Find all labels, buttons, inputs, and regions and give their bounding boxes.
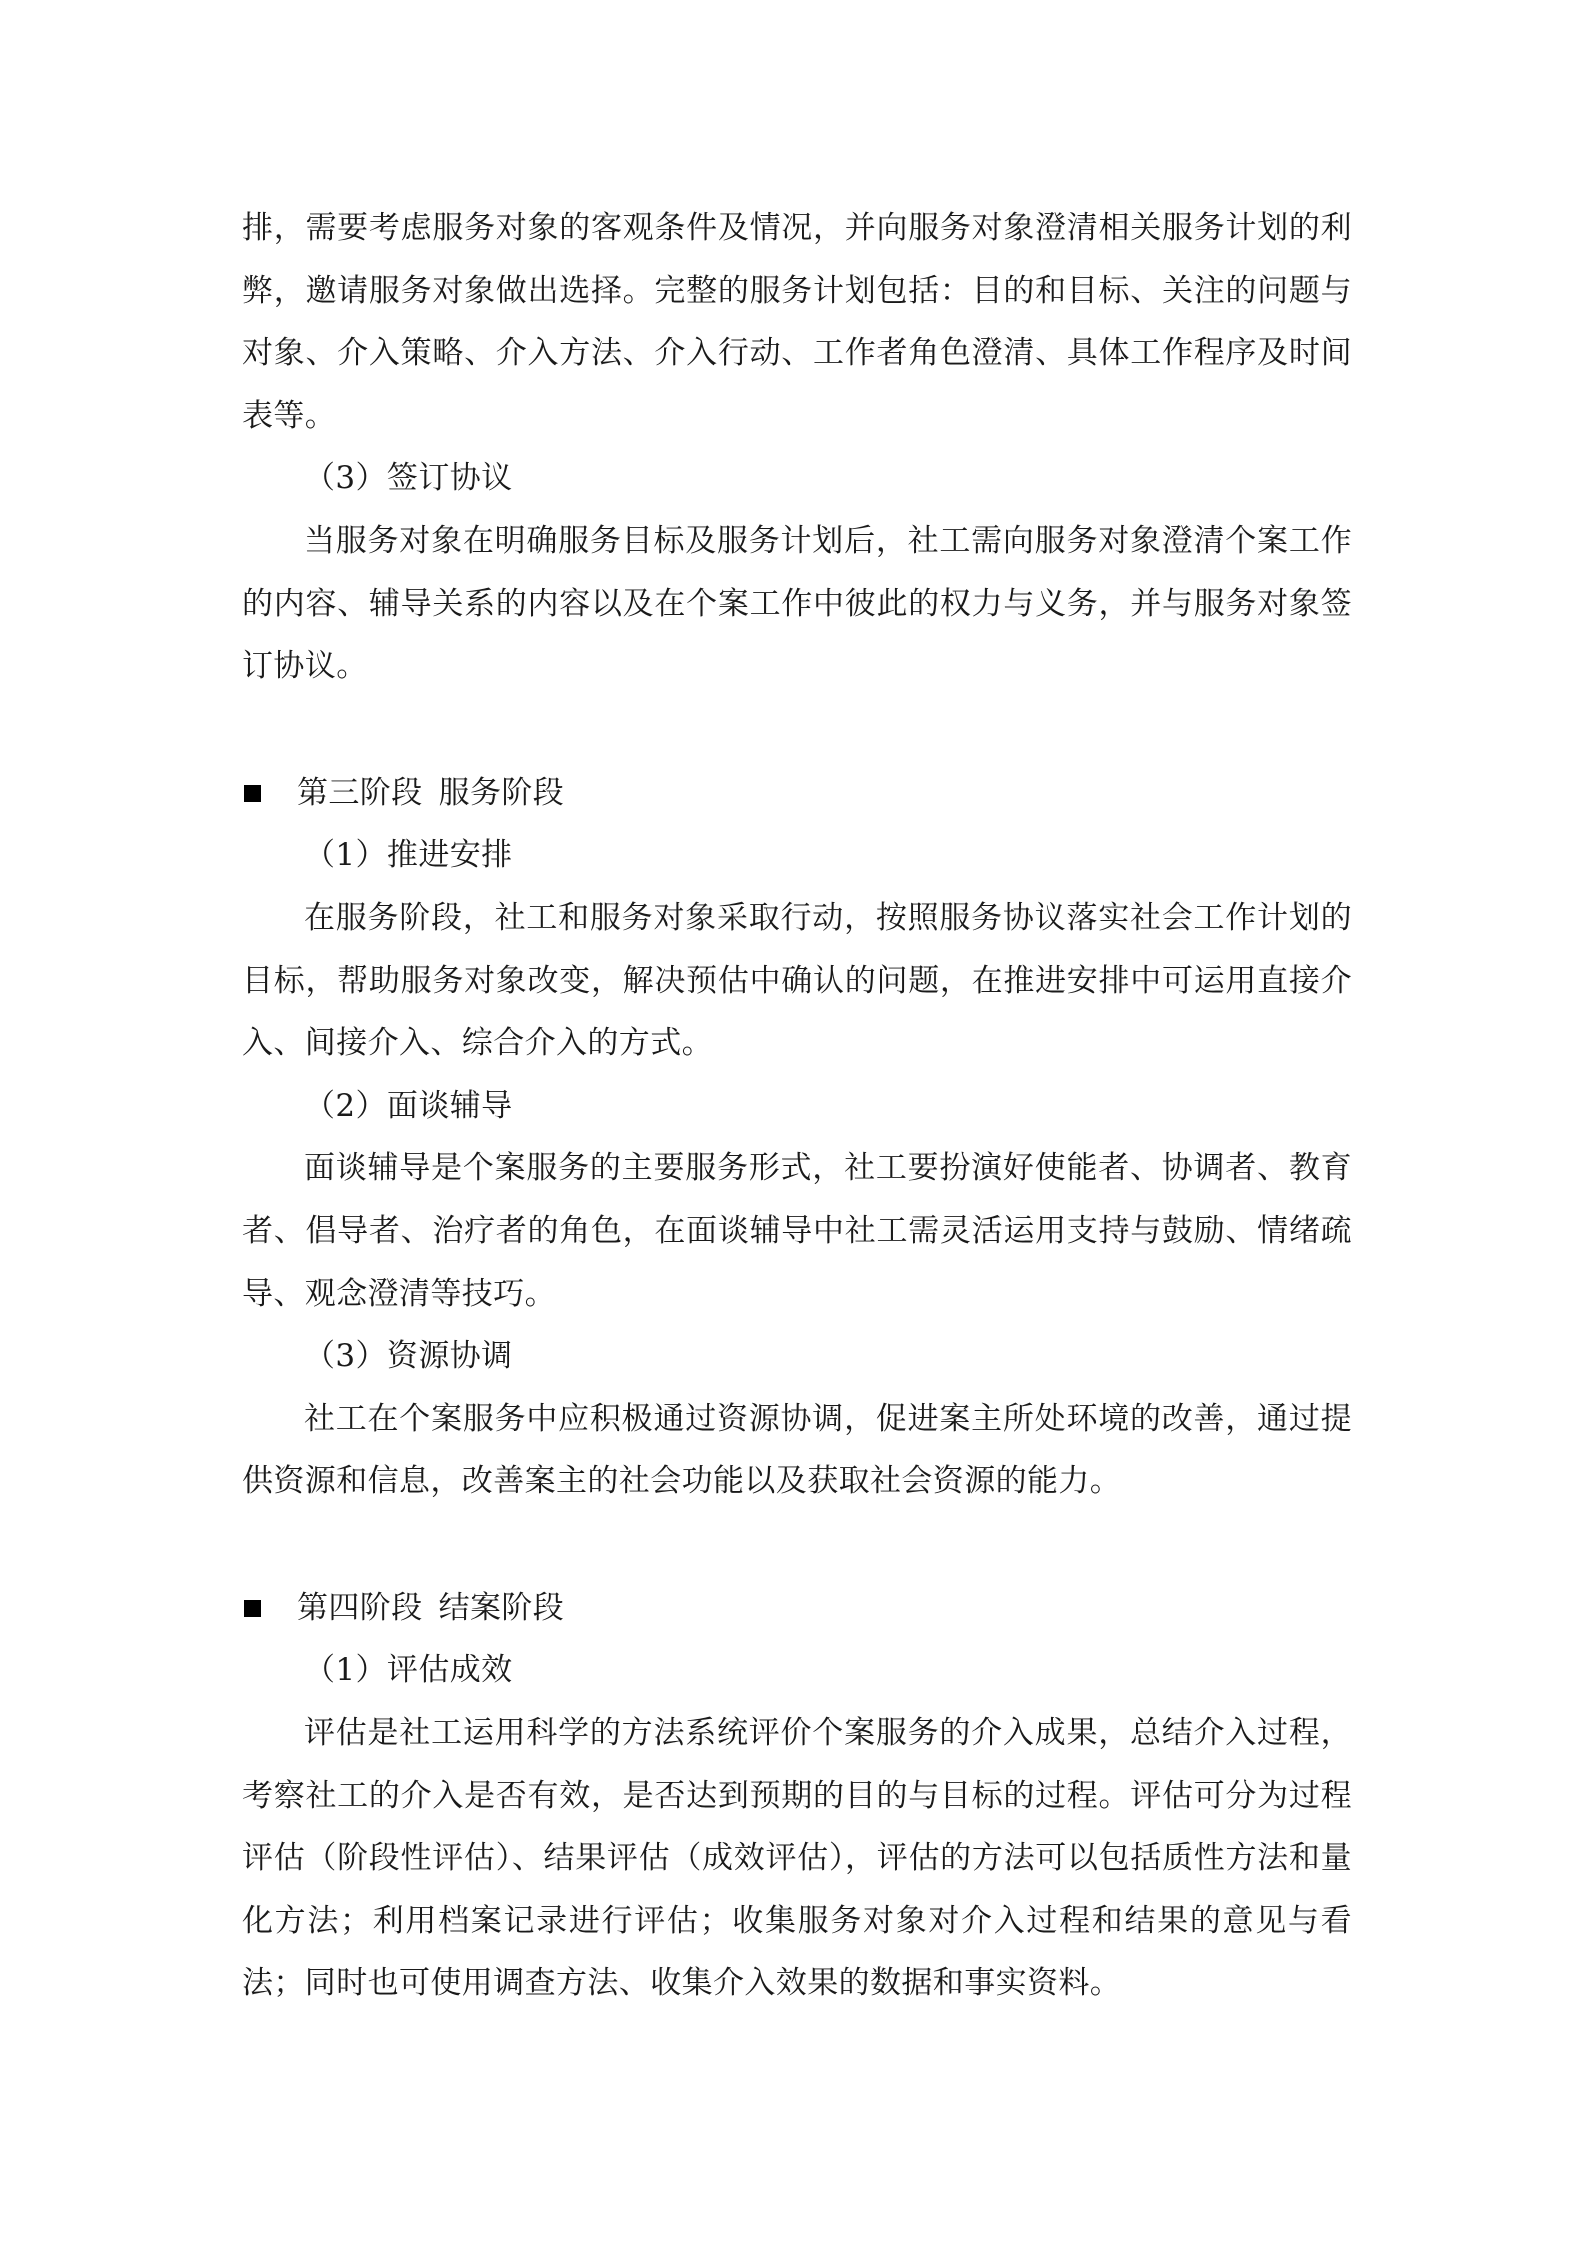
section-gap	[242, 698, 1352, 762]
paragraph-evaluate-outcome: 评估是社工运用科学的方法系统评价个案服务的介入成果，总结介入过程，考察社工的介入是否有效，是否达到预期的目的与目标的过程。评估可分为过程评估（阶段性评估）、结果评估（成效评估），评估的方法可以包括质性方法和量化方法；利用档案记录进行评估；收集服务对象对介入过程和结果的意见与看法；同时也可使用调查方法、收集介入效果的数据和事实资料。	[242, 1715, 1352, 2002]
subheading-sign-agreement: （3）签订协议	[304, 460, 513, 497]
stage-4-label: 第四阶段	[297, 1589, 423, 1626]
black-square-bullet-icon	[244, 785, 261, 802]
subheading-evaluate-outcome: （1）评估成效	[304, 1652, 513, 1689]
section-gap	[242, 1513, 1352, 1577]
subheading-resource-coordination: （3）资源协调	[304, 1338, 513, 1375]
paragraph-sign-agreement: 当服务对象在明确服务目标及服务计划后，社工需向服务对象澄清个案工作的内容、辅导关系的内容以及在个案工作中彼此的权力与义务，并与服务对象签订协议。	[242, 522, 1352, 685]
document-body	[242, 197, 1352, 2015]
stage-4-title: 结案阶段	[438, 1589, 565, 1626]
paragraph-interview-counseling: 面谈辅导是个案服务的主要服务形式，社工要扮演好使能者、协调者、教育者、倡导者、治疗者的角色，在面谈辅导中社工需灵活运用支持与鼓励、情绪疏导、观念澄清等技巧。	[242, 1150, 1352, 1312]
subheading-interview-counseling: （2）面谈辅导	[304, 1087, 513, 1124]
section-heading-stage-4	[242, 1577, 1352, 1640]
subheading-advance-arrangement: （1）推进安排	[304, 837, 513, 874]
stage-3-label: 第三阶段	[297, 774, 423, 811]
paragraph-resource-coordination: 社工在个案服务中应积极通过资源协调，促进案主所处环境的改善，通过提供资源和信息，改善案主的社会功能以及获取社会资源的能力。	[242, 1400, 1352, 1500]
black-square-bullet-icon	[244, 1600, 261, 1617]
paragraph-service-plan-continued: 排，需要考虑服务对象的客观条件及情况，并向服务对象澄清相关服务计划的利弊，邀请服务对象做出选择。完整的服务计划包括：目的和目标、关注的问题与对象、介入策略、介入方法、介入行动、工作者角色澄清、具体工作程序及时间表等。	[242, 210, 1352, 434]
stage-3-title: 服务阶段	[438, 774, 565, 811]
paragraph-advance-arrangement: 在服务阶段，社工和服务对象采取行动，按照服务协议落实社会工作计划的目标，帮助服务对象改变，解决预估中确认的问题，在推进安排中可运用直接介入、间接介入、综合介入的方式。	[242, 899, 1352, 1062]
section-heading-stage-3	[242, 762, 1352, 825]
